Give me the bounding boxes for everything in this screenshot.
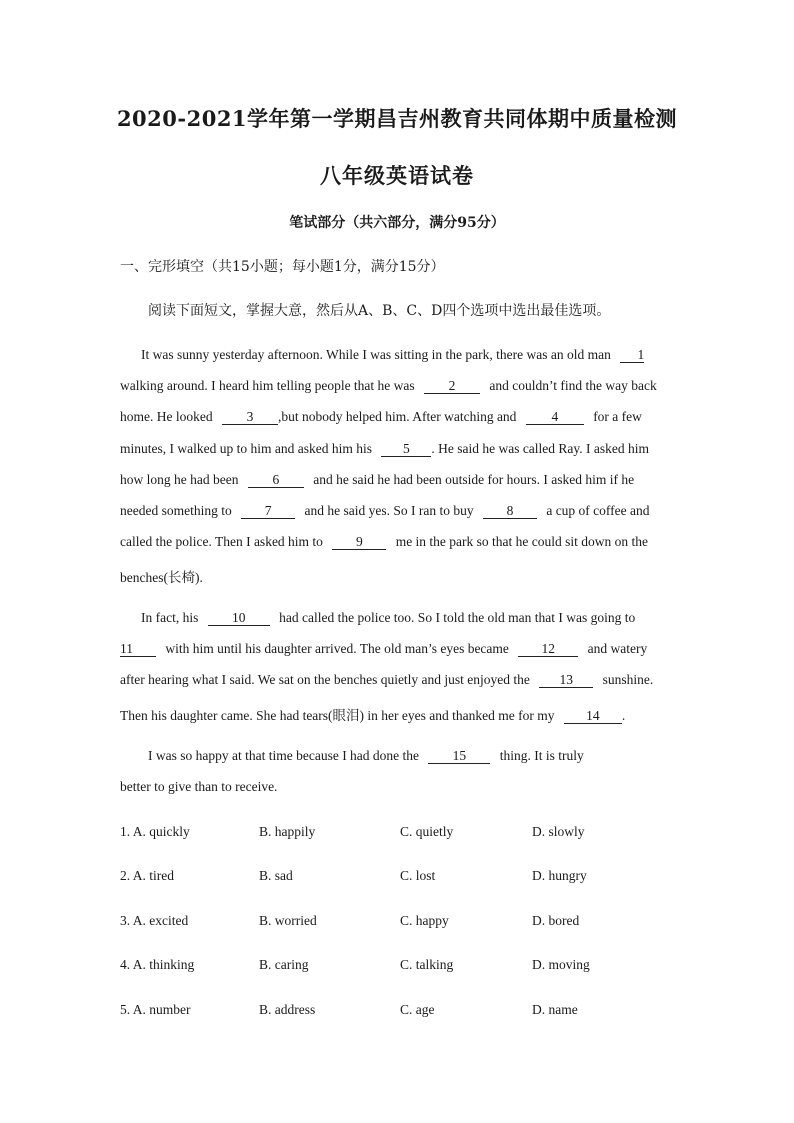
blank-15: 15 <box>428 749 490 764</box>
passage-text: and couldn’t find the way back <box>489 378 657 393</box>
passage-line: benches(长椅). <box>120 570 203 585</box>
blank-14: 14 <box>564 709 622 724</box>
passage-text: had called the police too. So I told the old man that I was going to <box>279 610 636 625</box>
blank-5: 5 <box>381 442 431 457</box>
passage-text: minutes, I walked up to him and asked him his <box>120 441 372 456</box>
part-heading: 笔试部分（共六部分，满分95分） <box>289 215 505 231</box>
passage-text: home. He looked <box>120 409 213 424</box>
passage-line <box>148 748 584 764</box>
passage-line <box>120 672 653 688</box>
passage-text: Then his daughter came. She had tears(眼泪) in her eyes and thanked me for my <box>120 708 555 723</box>
passage-text: needed something to <box>120 503 232 518</box>
section-instruction: 阅读下面短文，掌握大意，然后从A、B、C、D四个选项中选出最佳选项。 <box>148 303 611 319</box>
option-d: D. moving <box>532 957 590 972</box>
section-heading: 一、完形填空（共15小题；每小题1分，满分15分） <box>120 259 445 275</box>
blank-13: 13 <box>539 673 593 688</box>
passage-text: . <box>621 708 626 723</box>
passage-line <box>120 378 657 394</box>
passage-text: It was sunny yesterday afternoon. While I was sitting in the park, there was an old man <box>141 347 611 362</box>
passage-text: thing. It is truly <box>499 748 584 763</box>
option-c: C. age <box>400 1002 435 1017</box>
passage-text: In fact, his <box>141 610 199 625</box>
passage-text: walking around. I heard him telling people that he was <box>120 378 415 393</box>
passage-line <box>120 409 642 425</box>
exam-subtitle: 八年级英语试卷 <box>320 163 474 188</box>
option-d: D. name <box>532 1002 578 1017</box>
blank-9: 9 <box>332 535 386 550</box>
passage-line <box>120 503 650 519</box>
option-c: C. talking <box>400 957 454 972</box>
option-d: D. slowly <box>532 824 585 839</box>
passage-text: and he said yes. So I ran to buy <box>304 503 474 518</box>
passage-text: I was so happy at that time because I had done the <box>148 748 420 763</box>
option-b: B. happily <box>259 824 316 839</box>
passage-line <box>141 610 635 626</box>
option-d: D. bored <box>532 913 580 928</box>
option-c: C. lost <box>400 868 436 883</box>
blank-11: 11 <box>120 642 156 657</box>
option-a: 4. A. thinking <box>120 957 195 972</box>
passage-line <box>141 347 644 363</box>
passage-text: for a few <box>593 409 642 424</box>
passage-text: . He said he was called Ray. I asked him <box>431 441 650 456</box>
option-b: B. worried <box>259 913 317 928</box>
passage-line <box>120 641 647 657</box>
passage-text: how long he had been <box>120 472 239 487</box>
exam-title: 2020-2021学年第一学期昌吉州教育共同体期中质量检测 <box>116 106 678 131</box>
passage-text: and he said he had been outside for hours. I asked him if he <box>313 472 635 487</box>
passage-text: sunshine. <box>602 672 654 687</box>
passage-line <box>120 472 634 488</box>
blank-1: 1 <box>620 348 644 363</box>
option-c: C. happy <box>400 913 449 928</box>
option-c: C. quietly <box>400 824 454 839</box>
passage-text: called the police. Then I asked him to <box>120 534 323 549</box>
passage-text: a cup of coffee and <box>546 503 650 518</box>
passage-line <box>120 534 648 550</box>
passage-text: me in the park so that he could sit down on the <box>395 534 649 549</box>
blank-6: 6 <box>248 473 304 488</box>
blank-2: 2 <box>424 379 480 394</box>
option-b: B. caring <box>259 957 309 972</box>
blank-4: 4 <box>526 410 584 425</box>
blank-8: 8 <box>483 504 537 519</box>
option-b: B. address <box>259 1002 316 1017</box>
option-a: 3. A. excited <box>120 913 189 928</box>
passage-line <box>120 441 649 457</box>
blank-12: 12 <box>518 642 578 657</box>
blank-10: 10 <box>208 611 270 626</box>
option-a: 1. A. quickly <box>120 824 190 839</box>
passage-line: better to give than to receive. <box>120 779 278 794</box>
option-a: 2. A. tired <box>120 868 174 883</box>
passage-text: ,but nobody helped him. After watching and <box>277 409 517 424</box>
passage-text: with him until his daughter arrived. The old man’s eyes became <box>165 641 509 656</box>
passage-line <box>120 704 625 724</box>
option-b: B. sad <box>259 868 293 883</box>
passage-text: after hearing what I said. We sat on the benches quietly and just enjoyed the <box>120 672 530 687</box>
option-d: D. hungry <box>532 868 587 883</box>
blank-7: 7 <box>241 504 295 519</box>
passage-text: and watery <box>587 641 648 656</box>
option-a: 5. A. number <box>120 1002 191 1017</box>
blank-3: 3 <box>222 410 278 425</box>
